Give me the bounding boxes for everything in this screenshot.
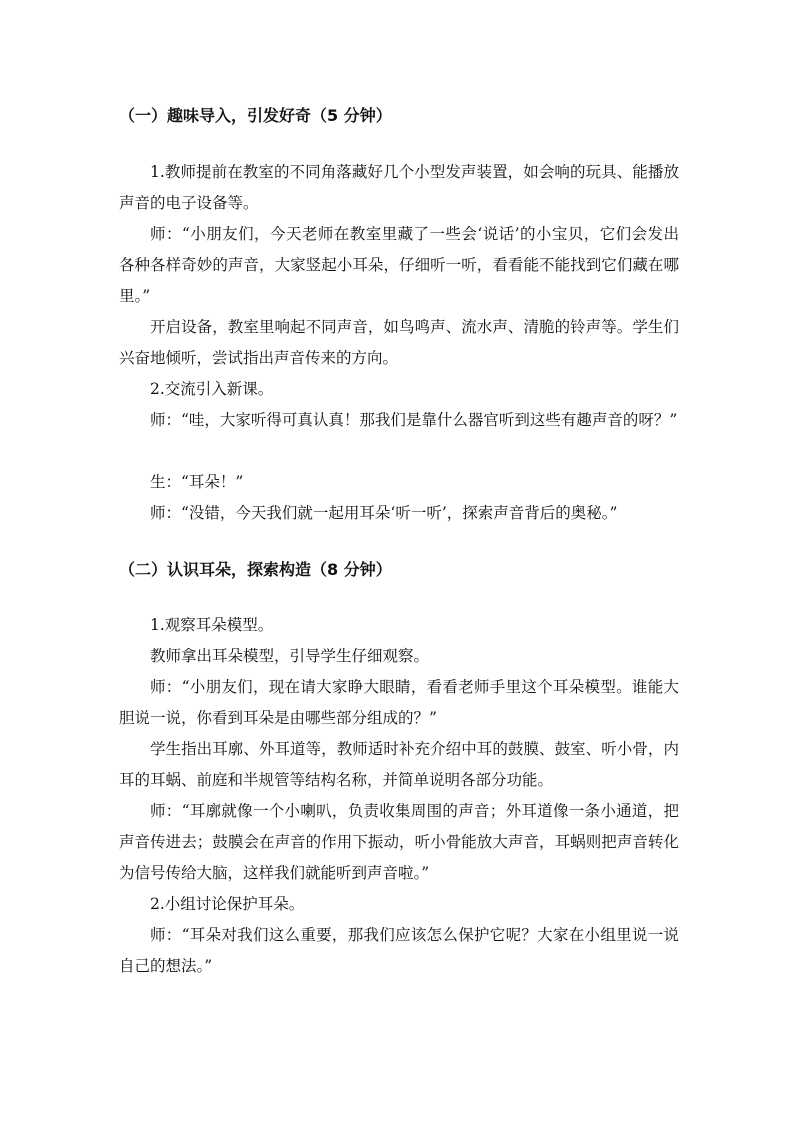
paragraph: 师：“没错，今天我们就一起用耳朵‘听一听’，探索声音背后的奥秘。” bbox=[150, 504, 618, 522]
section-heading: （二）认识耳朵，探索构造（8 分钟） bbox=[119, 560, 392, 579]
paragraph: 学生指出耳廓、外耳道等，教师适时补充介绍中耳的鼓膜、鼓室、听小骨，内耳的耳蜗、前庭和半规管等结构名称，并简单说明各部分功能。 bbox=[119, 740, 679, 789]
paragraph: 师：“哇，大家听得可真认真！那我们是靠什么器官听到这些有趣声音的呀？” bbox=[150, 411, 678, 429]
paragraph: 教师拿出耳朵模型，引导学生仔细观察。 bbox=[150, 647, 430, 665]
paragraph: 生：“耳朵！” bbox=[150, 473, 244, 491]
paragraph: 师：“耳朵对我们这么重要，那我们应该怎么保护它呢？大家在小组里说一说自己的想法。” bbox=[119, 926, 679, 975]
paragraph: 2.小组讨论保护耳朵。 bbox=[150, 895, 305, 913]
paragraph: 开启设备，教室里响起不同声音，如鸟鸣声、流水声、清脆的铃声等。学生们兴奋地倾听，尝试指出声音传来的方向。 bbox=[119, 318, 679, 367]
section-heading: （一）趣味导入，引发好奇（5 分钟） bbox=[119, 106, 392, 125]
paragraph: 2.交流引入新课。 bbox=[150, 380, 274, 398]
paragraph: 1.教师提前在教室的不同角落藏好几个小型发声装置，如会响的玩具、能播放声音的电子设备等。 bbox=[119, 163, 679, 212]
paragraph: 师：“小朋友们，今天老师在教室里藏了一些会‘说话’的小宝贝，它们会发出各种各样奇妙的声音，大家竖起小耳朵，仔细听一听，看看能不能找到它们藏在哪里。” bbox=[119, 225, 679, 305]
paragraph: 师：“小朋友们，现在请大家睁大眼睛，看看老师手里这个耳朵模型。谁能大胆说一说，你看到耳朵是由哪些部分组成的？” bbox=[119, 678, 679, 727]
paragraph: 1.观察耳朵模型。 bbox=[150, 616, 274, 634]
paragraph: 师：“耳廓就像一个小喇叭，负责收集周围的声音；外耳道像一条小通道，把声音传进去；鼓膜会在声音的作用下振动，听小骨能放大声音，耳蜗则把声音转化为信号传给大脑，这样我们就能听到声音啦。” bbox=[119, 802, 679, 882]
